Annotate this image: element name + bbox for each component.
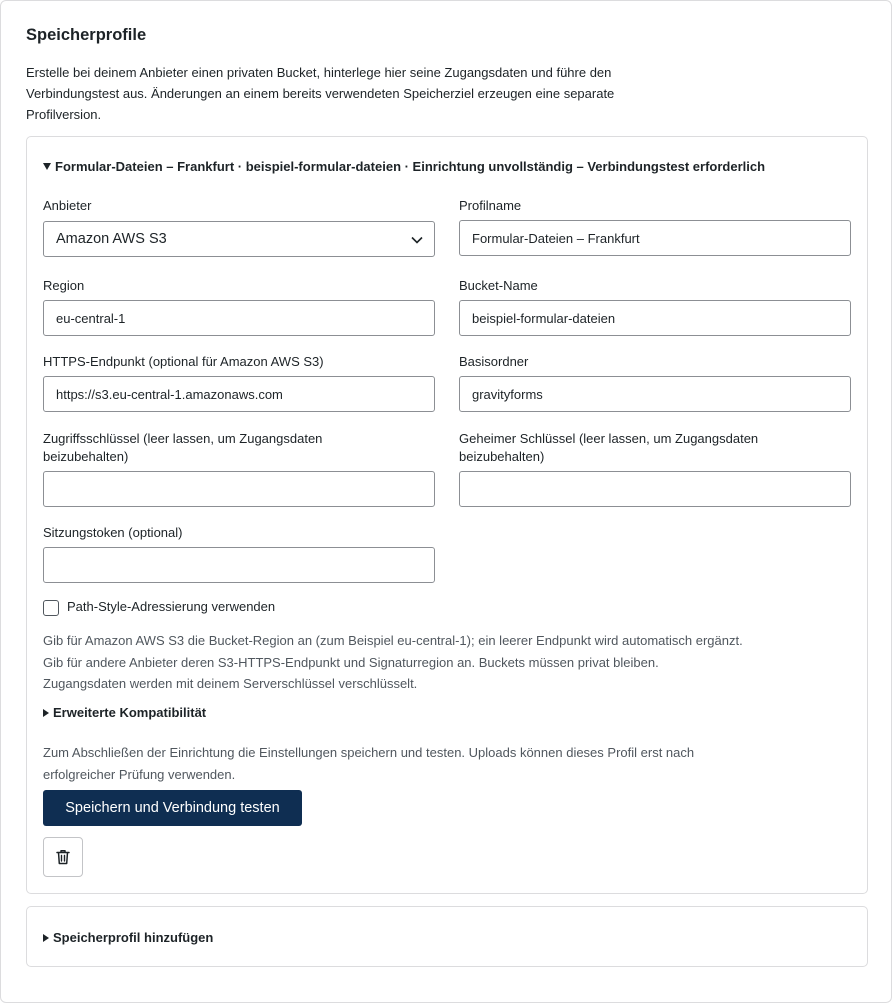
chevron-down-icon xyxy=(410,233,424,247)
delete-profile-button[interactable] xyxy=(43,837,83,877)
path-style-label[interactable]: Path-Style-Adressierung verwenden xyxy=(67,599,276,614)
provider-help-text: Gib für Amazon AWS S3 die Bucket-Region an (zum Beispiel eu-central-1); ein leerer Endpunkt wird automatisch ergänzt. Gib für andere Anbieter deren S3-HTTPS-Endpunkt und Signaturregion an. Buckets müssen privat bleiben. Zugangsdaten werden mit deinem Serverschlüssel verschlüsselt. xyxy=(43,633,743,691)
secret-key-label: Geheimer Schlüssel (leer lassen, um Zugangsdaten beizubehalten) xyxy=(459,431,759,464)
save-and-test-button[interactable]: Speichern und Verbindung testen xyxy=(43,790,302,826)
session-token-input[interactable] xyxy=(43,547,435,583)
provider-label: Anbieter xyxy=(43,198,92,213)
profile-name-input[interactable] xyxy=(459,220,851,256)
advanced-compatibility-label: Erweiterte Kompatibilität xyxy=(53,705,207,720)
access-key-input[interactable] xyxy=(43,471,435,507)
section-title: Speicherprofile xyxy=(26,26,147,44)
add-profile-card xyxy=(26,906,868,967)
section-intro: Erstelle bei deinem Anbieter einen privaten Bucket, hinterlege hier seine Zugangsdaten und führe den Verbindungstest aus. Änderungen an einem bereits verwendeten Speicherziel erzeugen eine separate Profilversion. xyxy=(26,65,615,122)
caret-right-icon xyxy=(43,709,49,717)
session-token-label: Sitzungstoken (optional) xyxy=(43,525,183,540)
finish-setup-text: Zum Abschließen der Einrichtung die Einstellungen speichern und testen. Uploads können dieses Profil erst nach erfolgreicher Prüfung verwenden. xyxy=(43,745,695,782)
profile-card xyxy=(26,136,868,894)
advanced-compatibility-toggle[interactable] xyxy=(43,705,206,720)
caret-down-icon xyxy=(43,163,51,170)
endpoint-input[interactable] xyxy=(43,376,435,412)
profile-name-label: Profilname xyxy=(459,198,522,213)
base-folder-input[interactable] xyxy=(459,376,851,412)
profile-summary-text: Formular-Dateien – Frankfurt · beispiel-formular-dateien · Einrichtung unvollständig – Verbindungstest erforderlich xyxy=(55,159,766,174)
bucket-name-input[interactable] xyxy=(459,300,851,336)
access-key-label: Zugriffsschlüssel (leer lassen, um Zugangsdaten beizubehalten) xyxy=(43,431,323,464)
region-input[interactable] xyxy=(43,300,435,336)
add-profile-toggle[interactable] xyxy=(43,930,213,945)
caret-right-icon xyxy=(43,934,49,942)
endpoint-label: HTTPS-Endpunkt (optional für Amazon AWS S3) xyxy=(43,354,324,369)
profile-summary-toggle[interactable] xyxy=(43,159,765,174)
path-style-checkbox[interactable] xyxy=(43,600,59,616)
base-folder-label: Basisordner xyxy=(459,354,529,369)
secret-key-input[interactable] xyxy=(459,471,851,507)
trash-icon xyxy=(54,848,72,866)
provider-selected-value: Amazon AWS S3 xyxy=(56,231,167,247)
region-label: Region xyxy=(43,278,85,293)
provider-select[interactable] xyxy=(43,221,435,257)
bucket-name-label: Bucket-Name xyxy=(459,278,538,293)
add-profile-label: Speicherprofil hinzufügen xyxy=(53,930,214,945)
